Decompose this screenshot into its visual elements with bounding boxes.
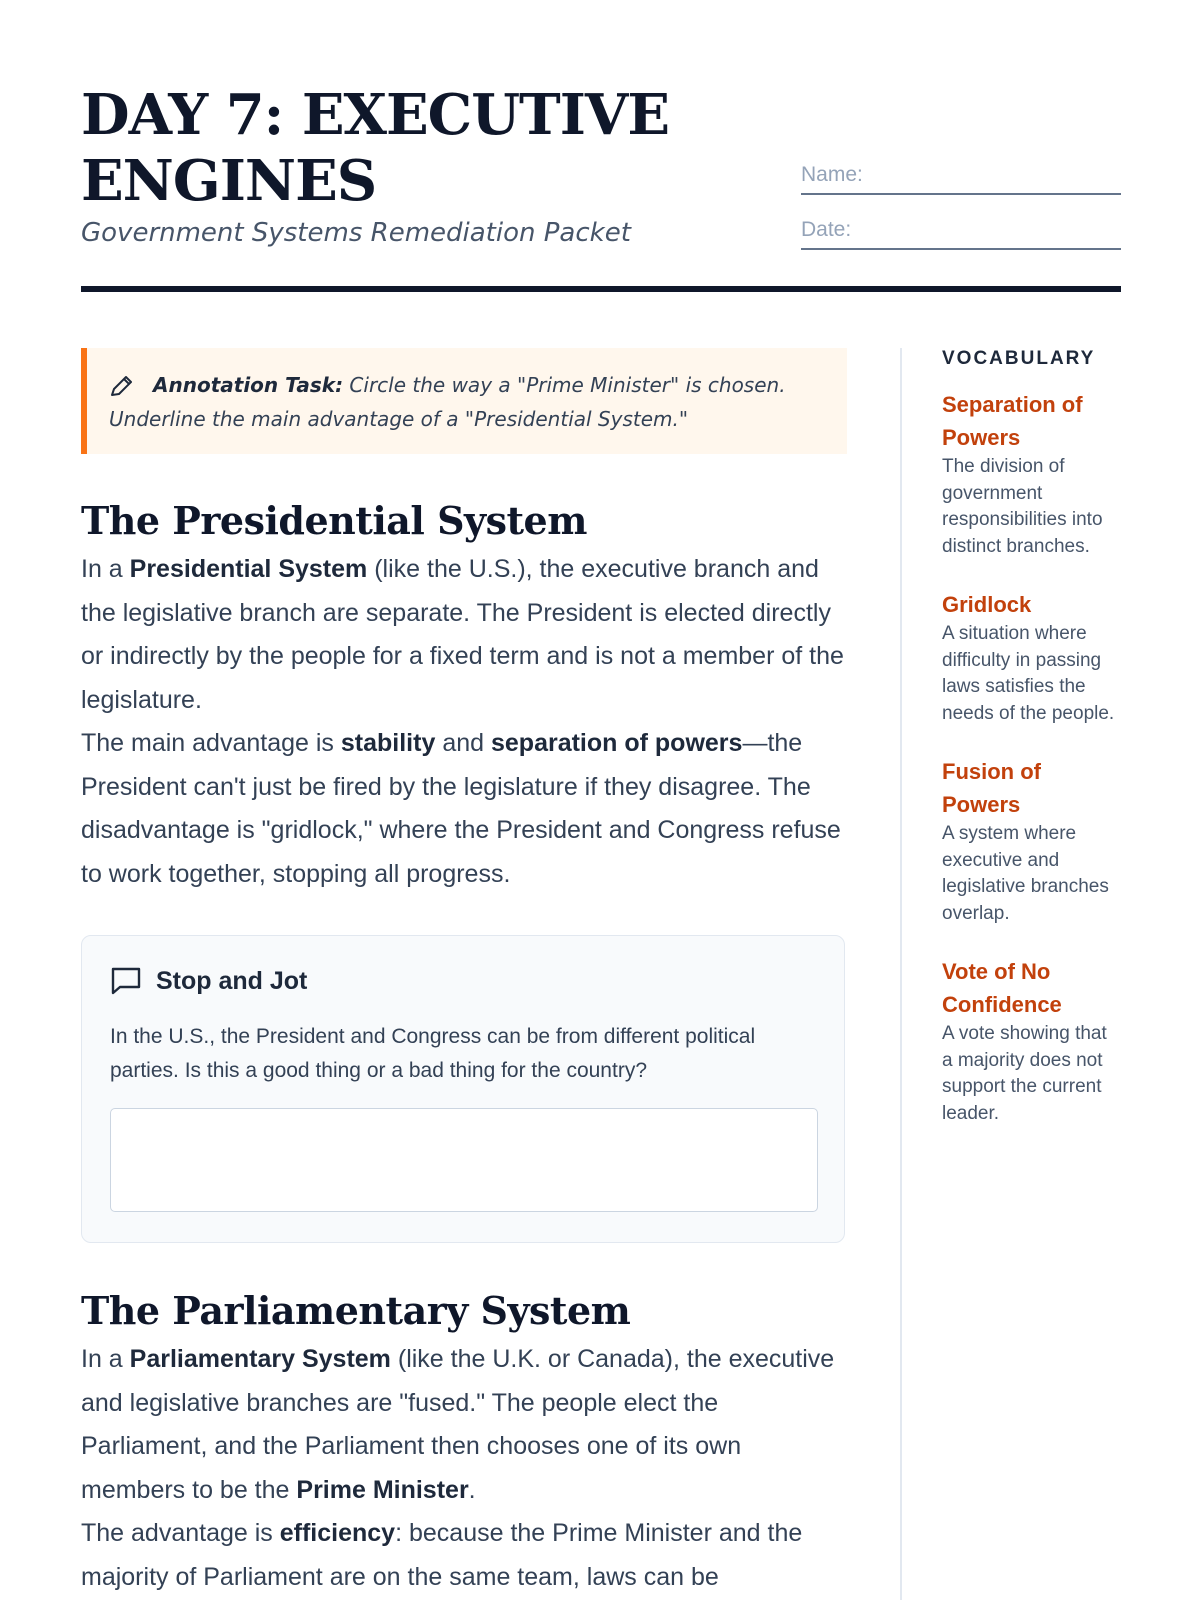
text-run: . <box>468 1475 476 1504</box>
term-stability: stability <box>340 729 436 757</box>
parliamentary-paragraph-1 <box>81 1338 847 1512</box>
page-title <box>81 82 669 214</box>
presidential-paragraph-2 <box>81 722 847 896</box>
vocab-definition: The division of government responsibilities into distinct branches. <box>942 456 1103 557</box>
presidential-heading: The Presidential System <box>81 498 587 543</box>
parliamentary-paragraph-2 <box>81 1512 847 1599</box>
stop-and-jot-header <box>110 966 307 996</box>
vocabulary-title: VOCABULARY <box>942 348 1096 369</box>
annotation-text-1: Circle the way a "Prime Minister" is chosen. <box>343 373 786 397</box>
text-run: In a <box>81 1345 130 1373</box>
text-run: In a <box>81 555 130 583</box>
parliamentary-body <box>81 1338 847 1599</box>
vocab-definition: A system where executive and legislative branches overlap. <box>942 823 1109 924</box>
annotation-task-callout <box>81 348 847 454</box>
vocab-term <box>942 588 1122 727</box>
stop-and-jot-question: In the U.S., the President and Congress can be from different political parties. Is this a good thing or a bad thing for the country? <box>110 1025 756 1082</box>
presidential-body <box>81 548 847 896</box>
title-line-1: DAY 7: EXECUTIVE <box>81 82 670 148</box>
presidential-paragraph-1 <box>81 548 847 722</box>
term-prime-minister: Prime Minister <box>296 1475 469 1504</box>
text-run: (like the U.S.), the executive branch and the legislative branch are separate. The President is elected directly or indirectly by the people for a fixed term and is not a member of the legislature. <box>81 555 844 714</box>
name-label: Name: <box>801 163 863 186</box>
text-run: —the President can't just be fired by the legislature if they disagree. The disadvantage is "gridlock," where the President and Congress refuse to work together, stopping all progress. <box>81 729 841 888</box>
annotation-text-2: Underline the main advantage of a "Presidential System." <box>109 407 689 431</box>
name-field[interactable] <box>801 163 1121 195</box>
vocab-term <box>942 955 1122 1127</box>
speech-bubble-icon <box>110 966 142 996</box>
pencil-icon <box>109 374 135 398</box>
stop-and-jot-card <box>81 935 845 1243</box>
date-label: Date: <box>801 218 852 241</box>
vocab-definition: A situation where difficulty in passing laws satisfies the needs of the people. <box>942 623 1115 724</box>
term-efficiency: efficiency <box>279 1519 396 1547</box>
header-rule <box>81 286 1121 292</box>
text-run: (like the U.K. or Canada), the executive and legislative branches are "fused." The people elect the Parliament, and the Parliament then chooses one of its own members to be the <box>81 1345 835 1504</box>
page-header <box>81 0 1121 296</box>
stop-and-jot-title: Stop and Jot <box>156 966 308 995</box>
vocab-word: Separation of Powers <box>942 392 1083 450</box>
page-subtitle: Government Systems Remediation Packet <box>81 218 631 248</box>
term-parliamentary-system: Parliamentary System <box>129 1345 391 1373</box>
term-separation-of-powers: separation of powers <box>490 729 743 757</box>
vocab-term <box>942 388 1122 560</box>
text-run: : because the Prime Minister and the majority of Parliament are on the same team, laws can be <box>81 1519 803 1591</box>
annotation-label: Annotation Task: <box>153 373 344 397</box>
jot-answer-box[interactable] <box>110 1108 818 1212</box>
parliamentary-heading: The Parliamentary System <box>81 1288 631 1333</box>
text-run: The main advantage is <box>81 729 341 757</box>
vocab-term <box>942 755 1122 927</box>
vocab-word: Vote of No Confidence <box>942 959 1062 1017</box>
title-line-2: ENGINES <box>81 148 377 214</box>
vocab-word: Fusion of Powers <box>942 759 1041 817</box>
text-run: and <box>435 729 491 757</box>
sidebar-divider <box>900 348 902 1600</box>
term-presidential-system: Presidential System <box>129 555 368 583</box>
text-run: The advantage is <box>81 1519 280 1547</box>
date-field[interactable] <box>801 218 1121 250</box>
vocab-definition: A vote showing that a majority does not support the current leader. <box>942 1023 1107 1124</box>
vocab-word: Gridlock <box>942 592 1032 617</box>
main-content <box>81 348 847 1591</box>
vocabulary-sidebar <box>942 348 1122 1155</box>
